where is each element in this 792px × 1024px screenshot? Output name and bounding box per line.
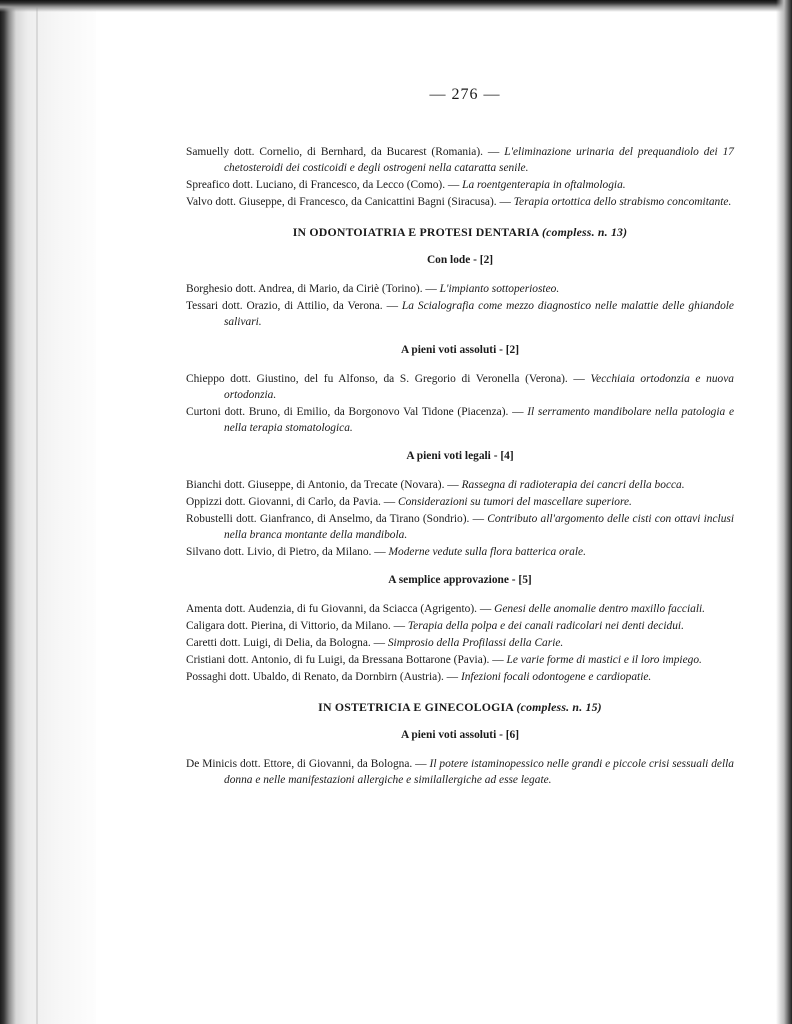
entry-thesis-title: L'impianto sottoperiosteo. [439,283,560,295]
entry-author: Caligara dott. Pierina, di Vittorio, da Milano. — [186,620,405,632]
thesis-entry [186,494,734,510]
thesis-entry [186,371,734,403]
entry-author: Spreafico dott. Luciano, di Francesco, da Lecco (Como). — [186,179,460,191]
entry-thesis-title: Considerazioni su tumori del mascellare superiore. [397,496,632,508]
entry-thesis-title: Terapia della polpa e dei canali radicolari nei denti decidui. [407,620,684,632]
entry-thesis-title: L'eliminazione urinaria del prequandiolo dei 17 chetosteroidi dei costicoidi e degli ostrogeni nella cataratta senile. [224,146,734,174]
scan-left-edge [0,0,96,1024]
entry-thesis-title: Simprosio della Profilassi della Carie. [387,637,564,649]
grade-heading: A pieni voti legali - [4] [406,450,514,462]
entry-thesis-title: La Scialografia come mezzo diagnostico nelle malattie delle ghiandole salivari. [224,300,734,328]
entry-thesis-title: Contributo all'argomento delle cisti con ottavi inclusi nella branca montante della mandibola. [224,513,735,541]
entry-list [186,756,734,788]
entry-author: Oppizzi dott. Giovanni, di Carlo, da Pavia. — [186,496,396,508]
entry-list [186,477,734,560]
entry-thesis-title: Infezioni focali odontogene e cardiopatie. [460,671,652,683]
section-count-note: (compless. n. 13) [541,225,628,239]
entry-thesis-title: Vecchiaia ortodonzia e nuova ortodonzia. [224,373,734,401]
thesis-entry [186,177,734,193]
thesis-entry [186,404,734,436]
section-heading-text: IN OSTETRICIA E GINECOLOGIA [318,700,514,714]
entry-author: Borghesio dott. Andrea, di Mario, da Ciriè (Torino). — [186,283,437,295]
scan-top-edge [0,0,792,12]
thesis-entry [186,618,734,634]
entry-list [186,281,734,330]
entry-thesis-title: Terapia ortottica dello strabismo concomitante. [513,196,732,208]
section-heading [186,700,734,715]
grade-heading: Con lode - [2] [426,254,494,266]
entry-author: Robustelli dott. Gianfranco, di Anselmo, da Tirano (Sondrio). — [186,513,485,525]
entry-thesis-title: La roentgenterapia in oftalmologia. [462,179,626,191]
thesis-entry [186,144,734,176]
page-content [186,144,734,788]
thesis-entry [186,601,734,617]
entry-thesis-title: Genesi delle anomalie dentro maxillo facciali. [494,603,705,615]
section-count-note: (compless. n. 15) [516,700,602,714]
thesis-entry [186,544,734,560]
grade-heading: A pieni voti assoluti - [6] [400,729,520,741]
entry-author: Samuelly dott. Cornelio, di Bernhard, da Bucarest (Romania). — [186,146,500,158]
entry-author: Curtoni dott. Bruno, di Emilio, da Borgonovo Val Tidone (Piacenza). — [186,406,524,418]
scan-right-edge [776,0,792,1024]
thesis-entry [186,298,734,330]
thesis-entry [186,652,734,668]
entry-author: Tessari dott. Orazio, di Attilio, da Verona. — [186,300,398,312]
entry-author: Amenta dott. Audenzia, di fu Giovanni, da Sciacca (Agrigento). — [186,603,492,615]
entry-list [186,144,734,210]
entry-author: Chieppo dott. Giustino, del fu Alfonso, da S. Gregorio di Veronella (Verona). — [186,373,585,385]
entry-author: Caretti dott. Luigi, di Delia, da Bologna. — [186,637,385,649]
entry-author: Silvano dott. Livio, di Pietro, da Milano. — [186,546,386,558]
section-heading-text: IN ODONTOIATRIA E PROTESI DENTARIA [292,225,539,239]
entry-thesis-title: Le varie forme di mastici e il loro impiego. [506,654,702,666]
entry-list [186,601,734,685]
grade-heading: A semplice approvazione - [5] [388,574,532,586]
thesis-entry [186,194,734,210]
entry-author: Possaghi dott. Ubaldo, di Renato, da Dornbirn (Austria). — [186,671,459,683]
entry-author: Bianchi dott. Giuseppe, di Antonio, da Trecate (Novara). — [186,479,459,491]
thesis-entry [186,281,734,297]
thesis-entry [186,669,734,685]
thesis-entry [186,756,734,788]
thesis-entry [186,635,734,651]
entry-thesis-title: Il serramento mandibolare nella patologia e nella terapia stomatologica. [224,406,734,434]
thesis-entry [186,477,734,493]
entry-author: Cristiani dott. Antonio, di fu Luigi, da Bressana Bottarone (Pavia). — [186,654,504,666]
entry-thesis-title: Moderne vedute sulla flora batterica orale. [388,546,586,558]
page-number: — 276 — [429,86,501,103]
entry-thesis-title: Il potere istaminopessico nelle grandi e piccole crisi sessuali della donna e nelle manifestazioni allergiche e similallergiche ad esse legate. [224,758,734,786]
entry-list [186,371,734,436]
thesis-entry [186,511,734,543]
grade-heading: A pieni voti assoluti - [2] [400,344,520,356]
entry-thesis-title: Rassegna di radioterapia dei cancri della bocca. [461,479,685,491]
entry-author: Valvo dott. Giuseppe, di Francesco, da Canicattini Bagni (Siracusa). — [186,196,511,208]
document-page [186,86,734,796]
section-heading [186,225,734,240]
entry-author: De Minicis dott. Ettore, di Giovanni, da Bologna. — [186,758,427,770]
